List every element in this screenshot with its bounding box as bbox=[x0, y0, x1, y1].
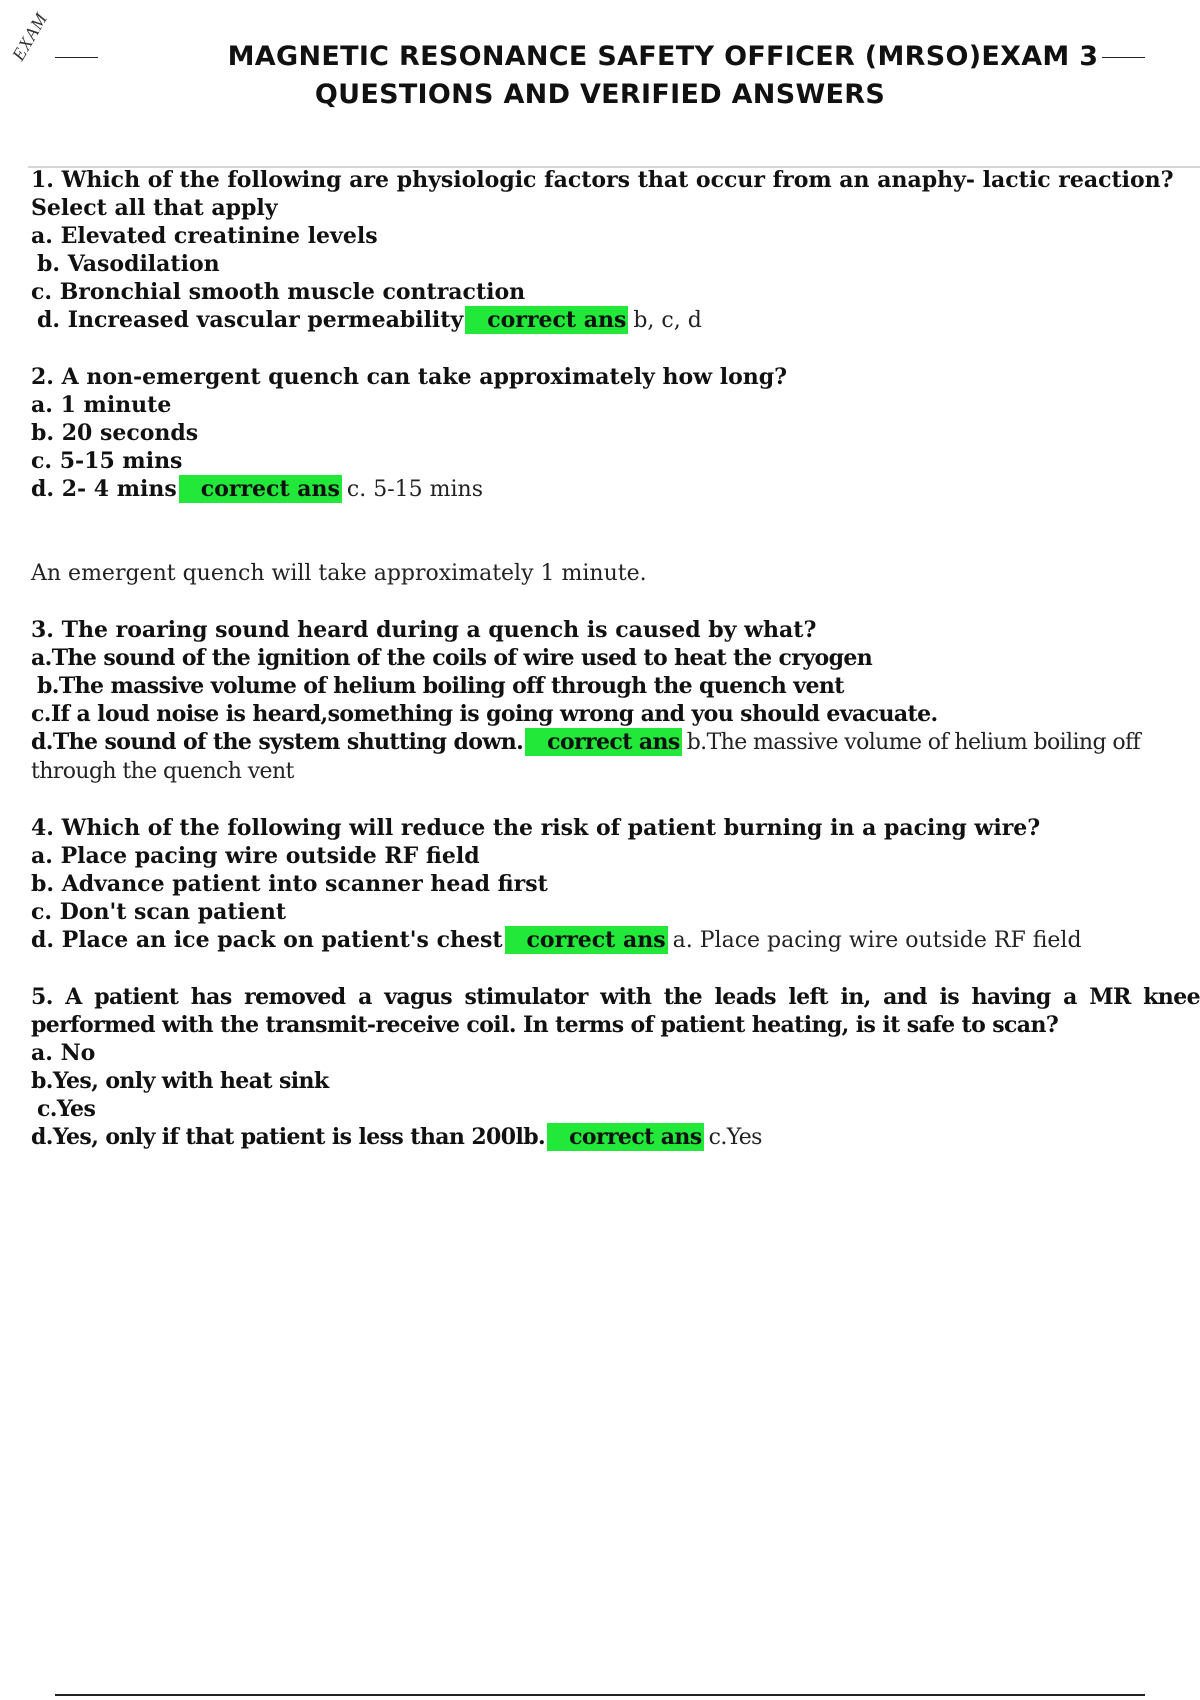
question-1-option-b: b. Vasodilation bbox=[37, 251, 220, 277]
question-4-option-a: a. Place pacing wire outside RF field bbox=[31, 843, 480, 869]
question-2-answer: c. 5-15 mins bbox=[346, 477, 483, 502]
question-3-option-b: b.The massive volume of helium boiling off through the quench vent bbox=[37, 673, 844, 699]
question-2 bbox=[31, 363, 1200, 504]
question-2-option-a: a. 1 minute bbox=[31, 392, 172, 418]
correct-answer-tag: correct ans bbox=[465, 306, 628, 334]
correct-answer-tag: correct ans bbox=[179, 475, 342, 503]
question-2-text: 2. A non-emergent quench can take approximately how long? bbox=[31, 364, 788, 390]
question-5-option-c: c.Yes bbox=[37, 1096, 96, 1122]
question-4-text: 4. Which of the following will reduce the risk of patient burning in a pacing wire? bbox=[31, 815, 1041, 841]
document-title-line1: MAGNETIC RESONANCE SAFETY OFFICER (MRSO)EXAM 3 bbox=[98, 38, 1103, 76]
correct-answer-tag: correct ans bbox=[525, 728, 682, 756]
question-5-option-d-text: d.Yes, only if that patient is less than 200lb. bbox=[31, 1124, 546, 1150]
question-5-option-b: b.Yes, only with heat sink bbox=[31, 1068, 329, 1094]
question-3-option-d bbox=[31, 728, 1200, 786]
question-4 bbox=[31, 814, 1200, 955]
document-title-line2: QUESTIONS AND VERIFIED ANSWERS bbox=[314, 79, 886, 110]
question-2-option-b: b. 20 seconds bbox=[31, 420, 199, 446]
footer-rule bbox=[55, 1694, 1145, 1696]
question-5-answer: c.Yes bbox=[708, 1125, 762, 1150]
question-3 bbox=[31, 616, 1200, 786]
correct-answer-tag: correct ans bbox=[547, 1123, 704, 1151]
correct-answer-tag: correct ans bbox=[505, 926, 668, 954]
question-3-option-c: c.If a loud noise is heard,something is going wrong and you should evacuate. bbox=[31, 701, 938, 727]
question-1-option-c: c. Bronchial smooth muscle contraction bbox=[31, 279, 526, 305]
question-3-text: 3. The roaring sound heard during a quench is caused by what? bbox=[31, 617, 817, 643]
question-4-option-d-text: d. Place an ice pack on patient's chest bbox=[31, 927, 503, 953]
question-1-option-a: a. Elevated creatinine levels bbox=[31, 223, 378, 249]
question-1 bbox=[31, 166, 1200, 335]
question-2-note: An emergent quench will take approximately 1 minute. bbox=[31, 561, 647, 586]
question-5 bbox=[31, 983, 1200, 1152]
document-header bbox=[0, 38, 1200, 114]
questions-list bbox=[31, 166, 1200, 1152]
question-2-option-c: c. 5-15 mins bbox=[31, 448, 183, 474]
question-3-option-d-text: d.The sound of the system shutting down. bbox=[31, 729, 524, 755]
question-4-option-d bbox=[31, 926, 1200, 955]
question-4-answer: a. Place pacing wire outside RF field bbox=[672, 928, 1082, 953]
question-5-option-a: a. No bbox=[31, 1040, 96, 1066]
question-3-answer: b.The massive volume of helium boiling off through the quench vent bbox=[31, 730, 1141, 784]
question-4-option-c: c. Don't scan patient bbox=[31, 899, 287, 925]
question-1-answer: b, c, d bbox=[633, 308, 702, 333]
question-2-option-d bbox=[31, 475, 1200, 504]
question-5-option-d bbox=[31, 1123, 1200, 1152]
exam-watermark: EXAM bbox=[8, 8, 52, 65]
question-5-text: 5. A patient has removed a vagus stimulator with the leads left in, and is having a MR knee performed with the transmit-receive coil. In terms of patient heating, is it safe to scan? bbox=[31, 984, 1200, 1038]
question-4-option-b: b. Advance patient into scanner head first bbox=[31, 871, 548, 897]
question-1-option-d bbox=[31, 306, 1200, 335]
question-2-option-d-text: d. 2- 4 mins bbox=[31, 476, 177, 502]
question-1-text: 1. Which of the following are physiologic factors that occur from an anaphy- lactic reaction? Select all that apply bbox=[31, 167, 1174, 221]
question-1-option-d-text: d. Increased vascular permeability bbox=[37, 307, 464, 333]
question-3-option-a: a.The sound of the ignition of the coils of wire used to heat the cryogen bbox=[31, 645, 873, 671]
